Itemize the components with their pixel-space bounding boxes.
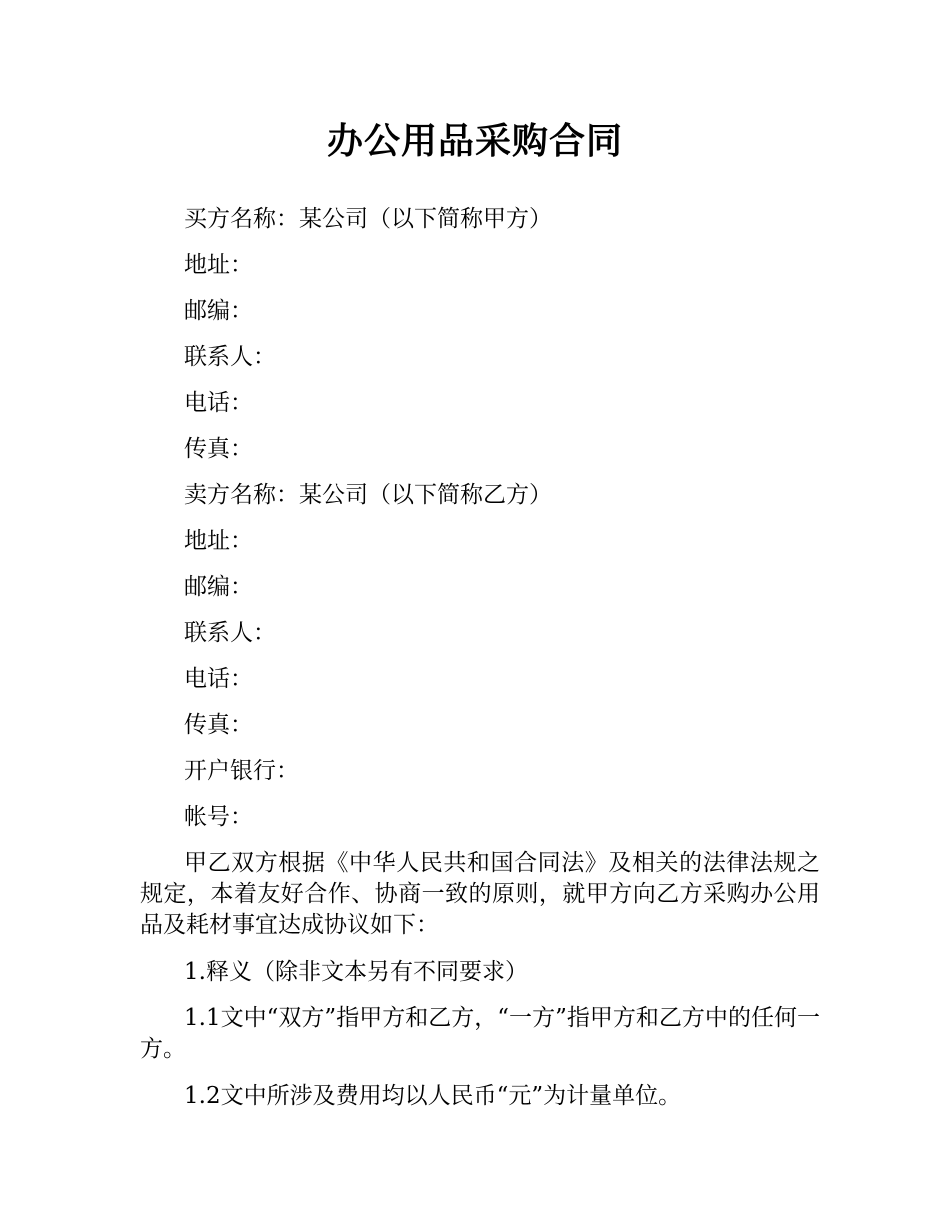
seller-phone: 电话： bbox=[184, 666, 253, 692]
clause-1-1: 1.1文中“双方”指甲方和乙方，“一方”指甲方和乙方中的任何一方。 bbox=[140, 1005, 820, 1062]
seller-postcode: 邮编： bbox=[184, 574, 253, 600]
document-title: 办公用品采购合同 bbox=[326, 121, 623, 162]
preamble-paragraph: 甲乙双方根据《中华人民共和国合同法》及相关的法律法规之规定，本着友好合作、协商一致的原则，就甲方向乙方采购办公用品及耗材事宜达成协议如下： bbox=[140, 850, 820, 938]
buyer-name-line: 买方名称：某公司（以下简称甲方） bbox=[184, 206, 552, 232]
clause-heading: 1.释义（除非文本另有不同要求） bbox=[184, 959, 528, 985]
seller-address: 地址： bbox=[184, 528, 253, 554]
seller-name-line: 卖方名称：某公司（以下简称乙方） bbox=[184, 482, 552, 508]
buyer-fax: 传真： bbox=[184, 436, 253, 462]
seller-contact: 联系人： bbox=[184, 620, 276, 646]
seller-fax: 传真： bbox=[184, 712, 253, 738]
clause-1-2: 1.2文中所涉及费用均以人民币“元”为计量单位。 bbox=[184, 1083, 682, 1109]
seller-account: 帐号： bbox=[184, 804, 253, 830]
buyer-phone: 电话： bbox=[184, 390, 253, 416]
buyer-address: 地址： bbox=[184, 252, 253, 278]
buyer-contact: 联系人： bbox=[184, 344, 276, 370]
seller-bank: 开户银行： bbox=[184, 758, 299, 784]
buyer-postcode: 邮编： bbox=[184, 298, 253, 324]
document-body bbox=[140, 204, 820, 1127]
